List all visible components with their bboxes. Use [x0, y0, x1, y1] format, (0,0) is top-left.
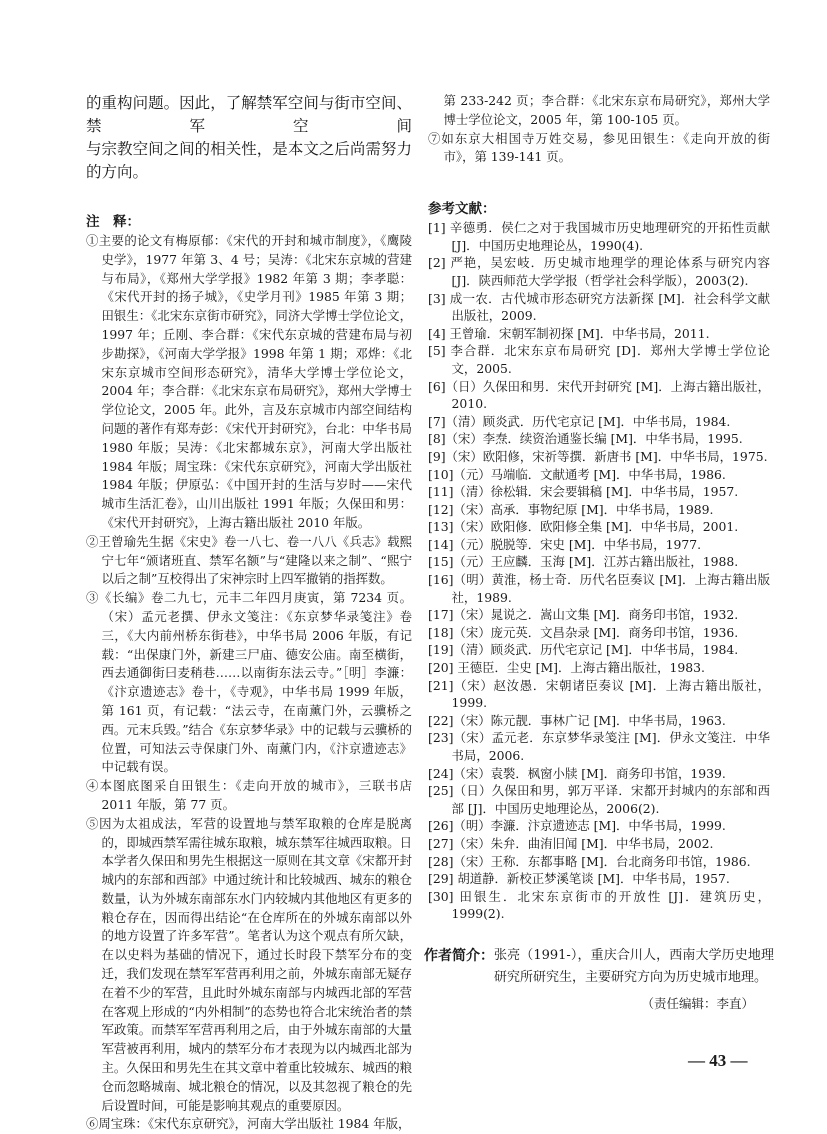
notes-heading: 注 释：: [86, 214, 140, 230]
reference-item: [6]（日）久保田和男．宋代开封研究 [M]．上海古籍出版社，2010.: [428, 378, 770, 412]
reference-item: [27]（宋）朱弁．曲洧旧闻 [M]．中华书局，2002.: [428, 835, 714, 851]
reference-item: [5] 李合群．北宋东京布局研究 [D]．郑州大学博士学位论文，2005.: [428, 343, 770, 376]
reference-item: [7]（清）顾炎武．历代宅京记 [M]．中华书局，1984.: [428, 413, 731, 429]
body-paragraph-line: 与宗教空间之间的相关性，是本文之后尚需努力的方向。: [86, 140, 412, 181]
reference-item: [10]（元）马端临．文献通考 [M]．中华书局，1986.: [428, 466, 726, 482]
note-item: ①主要的论文有梅原郁：《宋代的开封和城市制度》，《鹰陵史学》，1977 年第 3、4 号；吴涛：《北宋东京城的营建与布局》，《郑州大学学报》1982 年第 3 期；李孝聪：《宋代开封的扬子城》，《史学月刊》1985 年第 3 期；田银生：《北宋东京街市研究》，同济大学博士学位论文，1997 年；丘刚、李合群：《宋代东京城的营建布局与初步勘探》，《河南大学学报》1998 年第 1 期；邓烨：《北宋东京城市空间形态研究》，清华大学博士学位论文，2004 年；李合群：《北宋东京布局研究》，郑州大学博士学位论文，2005 年。此外，言及东京城市内部空间结构问题的著作有郑寿彭：《宋代开封研究》，台北：中华书局 1980 年版；吴涛：《北宋都城东京》，河南大学出版社 1984 年版；周宝珠：《宋代东京研究》，河南大学出版社 1984 年版；伊原弘：《中国开封的生活与岁时——宋代城市生活汇卷》，山川出版社 1991 年版；久保田和男：《宋代开封研究》，上海古籍出版社 2010 年版。: [86, 233, 412, 530]
references-list: [428, 219, 770, 923]
reference-item: [22]（宋）陈元靓．事林广记 [M]．中华书局，1963.: [428, 712, 726, 728]
references-heading: 参考文献：: [428, 201, 496, 218]
page-number: — 43 —: [688, 1050, 748, 1070]
note-item: ⑤因为太祖成法，军营的设置地与禁军取粮的仓库是脱离的，即城西禁军需往城东取粮，城东禁军往城西取粮。日本学者久保田和男先生根据这一原则在其文章《宋都开封城内的东部和西部》中通过统计和比较城西、城东的粮仓数量，认为外城东南部东水门内较城内其他地区有更多的粮仓存在，因而得出结论“在仓库所在的外城东南部以外的地方设置了许多军营”。笔者认为这个观点有所欠缺，在以史料为基础的情况下，通过长时段下禁军分布的变迁，我们发现在禁军军营再利用之前，外城东南部无疑存在着不少的军营，且此时外城东南部与内城西北部的军营在客观上形成的“内外相制”的态势也符合北宋统治者的禁军政策。而禁军军营再利用之后，由于外城东南部的大量军营被再利用，城内的禁军分布才表现为以内城西北部为主。久保田和男先生在其文章中着重比较城东、城西的粮仓而忽略城南、城北粮仓的情况，以及其忽视了粮仓的先后设置时间，可能是影响其观点的重要原因。: [86, 815, 412, 1113]
author-bio-text: 张亮（1991-），重庆合川人，西南大学历史地理研究所研究生，主要研究方向为历史城市地理。: [494, 947, 774, 985]
reference-item: [21]（宋）赵汝愚．宋朝诸臣奏议 [M]．上海古籍出版社，1999.: [428, 677, 770, 711]
body-paragraph-line: 的重构问题。因此，了解禁军空间与街市空间、禁军空间: [86, 94, 412, 135]
reference-item: [15]（元）王应麟．玉海 [M]．江苏古籍出版社，1988.: [428, 554, 739, 570]
reference-item: [8]（宋）李焘．续资治通鉴长编 [M]．中华书局，1995.: [428, 431, 743, 447]
notes-list: [86, 232, 412, 1134]
reference-item: [26]（明）李濂．汴京遗迹志 [M]．中华书局，1999.: [428, 818, 726, 834]
reference-item: [9]（宋）欧阳修，宋祈等撰．新唐书 [M]．中华书局，1975.: [428, 448, 768, 464]
reference-item: [30] 田银生．北宋东京街市的开放性 [J]．建筑历史，1999(2).: [428, 888, 770, 922]
note-item: ②王曾瑜先生据《宋史》卷一八七、卷一八八《兵志》载熙宁七年“颁诸班直、禁军名额”与“建隆以来之制”、“熙宁以后之制”互校得出了宋神宗时上四军撤销的指挥数。: [86, 533, 412, 587]
note-item-continued: 第 233-242 页；李合群：《北宋东京布局研究》，郑州大学博士学位论文，2005 年，第 100-105 页。: [443, 93, 770, 127]
left-column: [86, 92, 412, 1134]
reference-item: [28]（宋）王称．东都事略 [M]．台北商务印书馆，1986.: [428, 853, 751, 869]
reference-item: [18]（宋）庞元英．文昌杂录 [M]．商务印书馆，1936.: [428, 624, 739, 640]
reference-item: [11]（清）徐松辑．宋会要辑稿 [M]．中华书局，1957.: [428, 484, 739, 500]
reference-item: [16]（明）黄淮，杨士奇．历代名臣奏议 [M]．上海古籍出版社，1989.: [428, 572, 770, 605]
reference-item: [23]（宋）孟元老．东京梦华录笺注 [M]．伊永文笺注．中华书局，2006.: [428, 730, 770, 763]
reference-item: [14]（元）脱脱等．宋史 [M]．中华书局，1977.: [428, 536, 702, 552]
reference-item: [1] 辛德勇．侯仁之对于我国城市历史地理研究的开拓性贡献 [J]．中国历史地理论丛，1990(4).: [428, 220, 770, 253]
reference-item: [25]（日）久保田和男，郭万平译．宋都开封城内的东部和西部 [J]．中国历史地理论丛，2006(2).: [428, 783, 770, 816]
reference-item: [3] 成一农．古代城市形态研究方法新探 [M]．社会科学文献出版社，2009.: [428, 290, 770, 324]
reference-item: [2] 严艳，吴宏岐．历史城市地理学的理论体系与研究内容 [J]．陕西师范大学学报（哲学社会科学版），2003(2).: [428, 255, 770, 288]
reference-item: [4] 王曾瑜．宋朝军制初探 [M]．中华书局，2011.: [428, 325, 710, 341]
reference-item: [29] 胡道静．新校正梦溪笔谈 [M]．中华书局，1957.: [428, 871, 730, 887]
notes-continued: [428, 92, 770, 167]
author-bio: [424, 945, 774, 1015]
note-item: ③《长编》卷二九七，元丰二年四月庚寅，第 7234 页。（宋）孟元老撰、伊永文笺注：《东京梦华录笺注》卷三，《大内前州桥东街巷》，中华书局 2006 年版，有记载：“出保康门外，新建三尸庙、德安公庙。南至横街，西去通御街曰麦稍巷……以南街东法云寺。”［明］李濂：《汴京遗迹志》卷十，《寺观》，中华书局 1999 年版，第 161 页，有记载：“法云寺，在南薰门外，云骥桥之西。元末兵毁。”结合《东京梦华录》中的记载与云骥桥的位置，可知法云寺保康门外、南薰门内，《汴京遗迹志》中记载有误。: [86, 590, 412, 775]
right-column: [424, 92, 774, 1071]
responsible-editor: （责任编辑：李直）: [641, 995, 754, 1011]
reference-item: [17]（宋）晁说之．嵩山文集 [M]．商务印书馆，1932.: [428, 607, 739, 623]
author-bio-label: 作者简介：: [424, 947, 494, 964]
note-item: ④本图底图采自田银生：《走向开放的城市》，三联书店 2011 年版，第 77 页。: [86, 778, 412, 812]
reference-item: [20] 王德臣．尘史 [M]．上海古籍出版社，1983.: [428, 660, 705, 676]
note-item: ⑦如东京大相国寺万姓交易，参见田银生：《走向开放的街市》，第 139-141 页。: [428, 130, 770, 165]
reference-item: [12]（宋）高承．事物纪原 [M]．中华书局，1989.: [428, 501, 714, 517]
note-item: ⑥周宝珠：《宋代东京研究》，河南大学出版社 1984 年版，: [86, 1116, 411, 1132]
reference-item: [19]（清）顾炎武．历代宅京记 [M]．中华书局，1984.: [428, 642, 739, 658]
reference-item: [13]（宋）欧阳修．欧阳修全集 [M]．中华书局，2001.: [428, 519, 739, 535]
reference-item: [24]（宋）袁褧．枫窗小牍 [M]．商务印书馆，1939.: [428, 765, 726, 781]
